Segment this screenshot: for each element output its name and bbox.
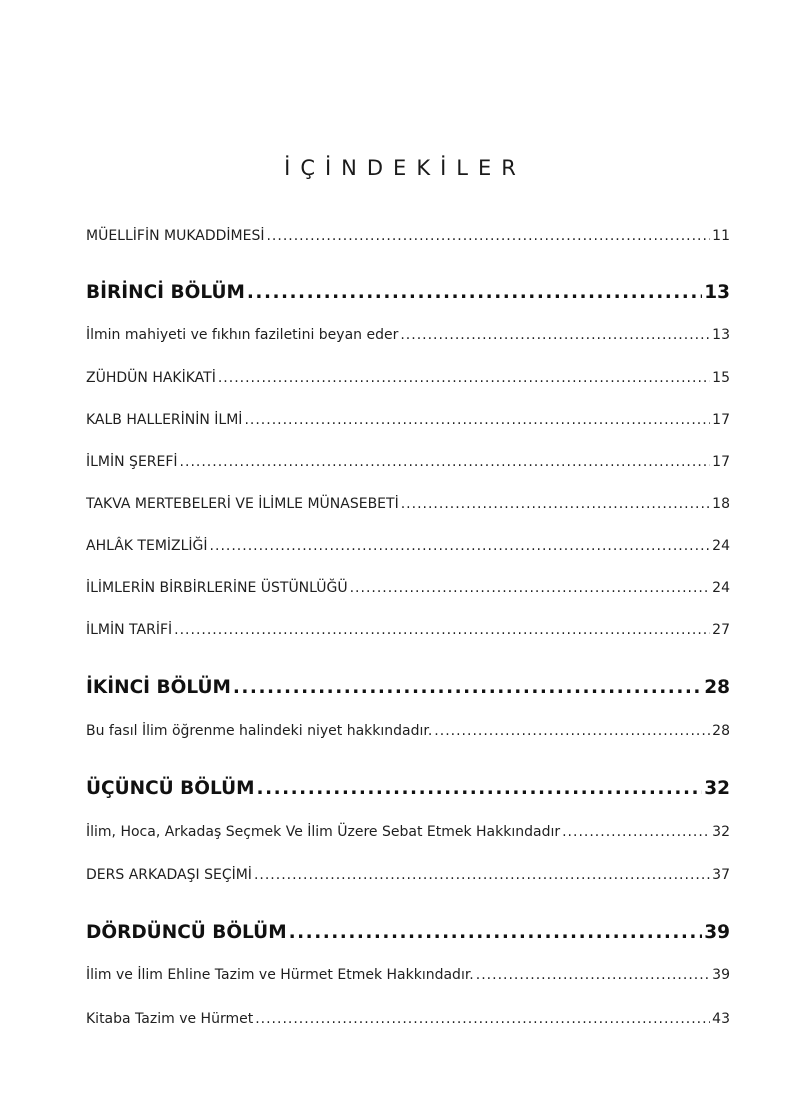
- dot-leader: [247, 280, 702, 306]
- toc-entry-label: Kitaba Tazim ve Hürmet: [86, 1011, 254, 1027]
- toc-chapter-page: 13: [704, 282, 730, 303]
- toc-chapter-page: 28: [704, 677, 730, 698]
- toc-entry-label: TAKVA MERTEBELERİ VE İLİMLE MÜNASEBETİ: [86, 496, 399, 512]
- toc-title: İÇİNDEKİLER: [284, 156, 526, 180]
- toc-entry-page: 27: [712, 622, 730, 638]
- toc-chapter: [86, 776, 730, 802]
- toc-chapter: [86, 280, 730, 306]
- toc-chapter-label: BİRİNCİ BÖLÜM: [86, 282, 245, 303]
- dot-leader: [401, 494, 710, 514]
- toc-entry-label: KALB HALLERİNİN İLMİ: [86, 412, 243, 428]
- toc-entry-page: 17: [712, 454, 730, 470]
- toc-entry: [86, 865, 730, 885]
- toc-chapter: [86, 920, 730, 946]
- dot-leader: [244, 410, 710, 430]
- toc-chapter-label: İKİNCİ BÖLÜM: [86, 677, 231, 698]
- toc-entry: [86, 410, 730, 430]
- dot-leader: [218, 368, 710, 388]
- toc-entry-page: 28: [712, 723, 730, 739]
- dot-leader: [233, 675, 702, 701]
- toc-entry-label: MÜELLİFİN MUKADDİMESİ: [86, 228, 265, 244]
- toc-entry: [86, 578, 730, 598]
- toc-entry-page: 24: [712, 538, 730, 554]
- toc-entry: [86, 325, 730, 345]
- toc-entry: [86, 721, 730, 741]
- toc-entry-page: 17: [712, 412, 730, 428]
- toc-entry-page: 43: [712, 1011, 730, 1027]
- dot-leader: [476, 965, 710, 985]
- toc-entry-page: 37: [712, 867, 730, 883]
- toc-entry-label: İlmin mahiyeti ve fıkhın faziletini beyan eder: [86, 327, 399, 343]
- toc-entry: [86, 226, 730, 246]
- toc-entry-label: İlim, Hoca, Arkadaş Seçmek Ve İlim Üzere Sebat Etmek Hakkındadır: [86, 824, 561, 840]
- dot-leader: [562, 822, 710, 842]
- toc-chapter-label: DÖRDÜNCÜ BÖLÜM: [86, 922, 287, 943]
- toc-entry-page: 32: [712, 824, 730, 840]
- dot-leader: [266, 226, 710, 246]
- dot-leader: [254, 865, 710, 885]
- dot-leader: [257, 776, 703, 802]
- toc-entry: [86, 620, 730, 640]
- dot-leader: [350, 578, 711, 598]
- dot-leader: [289, 920, 703, 946]
- toc-entry-label: Bu fasıl İlim öğrenme halindeki niyet hakkındadır.: [86, 723, 433, 739]
- toc-entry: [86, 965, 730, 985]
- dot-leader: [434, 721, 710, 741]
- toc-chapter-page: 32: [704, 778, 730, 799]
- toc-entry-label: ZÜHDÜN HAKİKATİ: [86, 370, 216, 386]
- toc-entry: [86, 368, 730, 388]
- toc-entry-page: 39: [712, 967, 730, 983]
- toc-entry: [86, 536, 730, 556]
- toc-entry-page: 18: [712, 496, 730, 512]
- toc-entry: [86, 822, 730, 842]
- toc-chapter: [86, 675, 730, 701]
- toc-entry-page: 11: [712, 228, 730, 244]
- toc-entry-page: 15: [712, 370, 730, 386]
- toc-entry: [86, 494, 730, 514]
- toc-entry-label: DERS ARKADAŞI SEÇİMİ: [86, 867, 252, 883]
- toc-chapter-label: ÜÇÜNCÜ BÖLÜM: [86, 778, 255, 799]
- dot-leader: [180, 452, 711, 472]
- toc-entry: [86, 452, 730, 472]
- toc-entry-label: AHLÂK TEMİZLİĞİ: [86, 538, 208, 554]
- toc-entry-label: İLMİN TARİFİ: [86, 622, 173, 638]
- dot-leader: [255, 1009, 710, 1029]
- toc-entry: [86, 1009, 730, 1029]
- toc-entry-page: 24: [712, 580, 730, 596]
- dot-leader: [174, 620, 710, 640]
- toc-entry-label: İLMİN ŞEREFİ: [86, 454, 178, 470]
- toc-chapter-page: 39: [704, 922, 730, 943]
- toc-entry-page: 13: [712, 327, 730, 343]
- dot-leader: [210, 536, 711, 556]
- toc-entry-label: İLİMLERİN BİRBİRLERİNE ÜSTÜNLÜĞÜ: [86, 580, 348, 596]
- toc-entry-label: İlim ve İlim Ehline Tazim ve Hürmet Etmek Hakkındadır.: [86, 967, 474, 983]
- dot-leader: [400, 325, 710, 345]
